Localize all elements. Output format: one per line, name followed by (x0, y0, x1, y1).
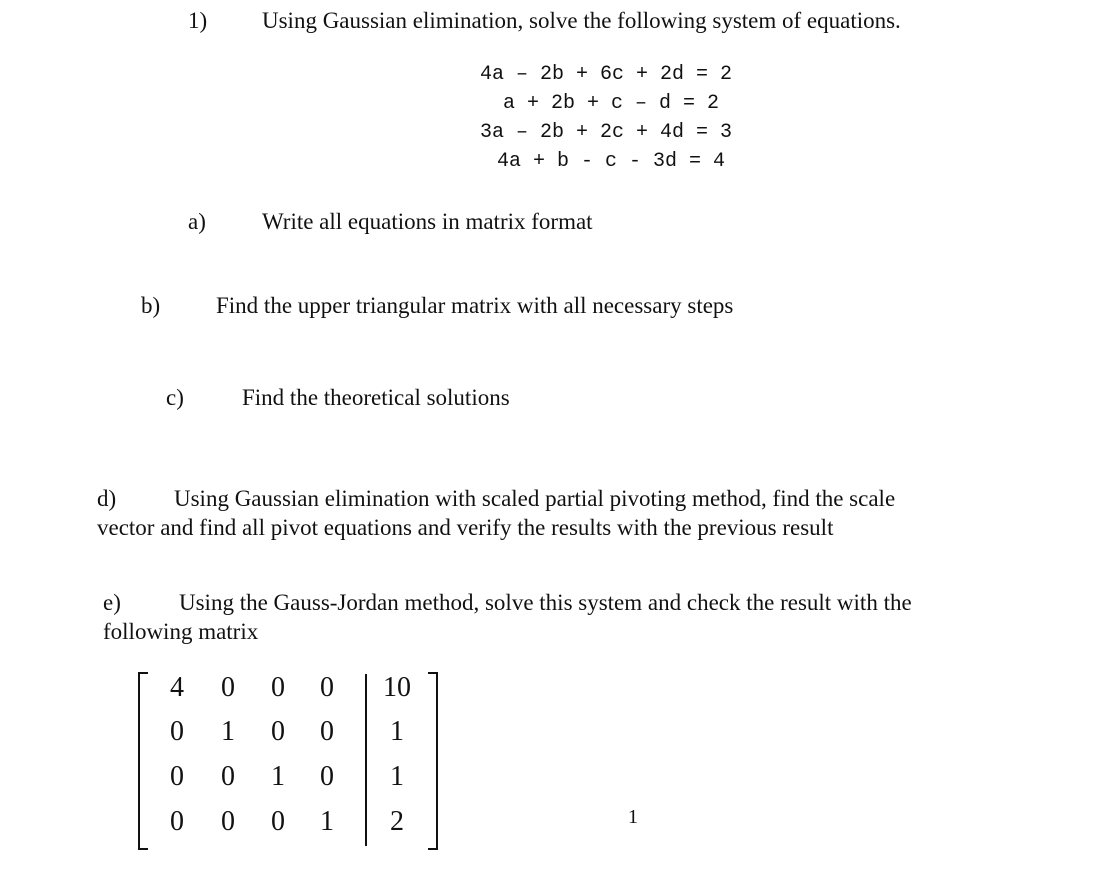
part-d-text-line1: Using Gaussian elimination with scaled partial pivoting method, find the scale (174, 486, 896, 511)
matrix-cell: 0 (320, 716, 334, 747)
part-e-label: e) (103, 590, 121, 615)
matrix-cell: 1 (390, 761, 404, 792)
matrix-left-bracket (138, 672, 148, 850)
equation-3: 3a – 2b + 2c + 4d = 3 (480, 121, 733, 144)
equation-4: 4a + b - c - 3d = 4 (497, 150, 726, 173)
matrix-cell: 1 (271, 761, 285, 792)
matrix-cell: 4 (170, 672, 184, 703)
matrix-cell: 10 (383, 672, 411, 703)
part-e-text-line1: Using the Gauss-Jordan method, solve this system and check the result with the (179, 590, 912, 615)
part-c-text: Find the theoretical solutions (242, 385, 510, 410)
matrix-cell: 0 (320, 761, 334, 792)
matrix-cell: 1 (390, 716, 404, 747)
matrix-cell: 0 (170, 716, 184, 747)
part-d-label: d) (97, 486, 117, 511)
matrix-cell: 0 (221, 806, 235, 837)
matrix-right-bracket (428, 672, 438, 850)
matrix-cell: 0 (271, 806, 285, 837)
equation-1: 4a – 2b + 6c + 2d = 2 (480, 63, 733, 86)
augmented-divider (365, 674, 367, 846)
question-number: 1) (188, 8, 208, 33)
equation-2: a + 2b + c – d = 2 (503, 92, 720, 115)
matrix-cell: 0 (221, 672, 235, 703)
matrix-cell: 0 (170, 761, 184, 792)
matrix-cell: 0 (271, 672, 285, 703)
matrix-cell: 1 (320, 806, 334, 837)
part-b-label: b) (141, 293, 161, 318)
part-a-text: Write all equations in matrix format (262, 209, 593, 234)
part-e-text-line2: following matrix (103, 619, 259, 644)
matrix-cell: 0 (221, 761, 235, 792)
matrix-cell: 0 (170, 806, 184, 837)
augmented-matrix (138, 668, 438, 850)
matrix-cell: 0 (320, 672, 334, 703)
part-d-text-line2: vector and find all pivot equations and verify the results with the previous result (97, 515, 834, 540)
matrix-cell: 1 (221, 716, 235, 747)
page-number: 1 (628, 806, 638, 828)
part-b-text: Find the upper triangular matrix with all necessary steps (216, 293, 734, 318)
part-a-label: a) (188, 209, 206, 234)
matrix-cell: 2 (390, 806, 404, 837)
part-c-label: c) (166, 385, 184, 410)
matrix-cell: 0 (271, 716, 285, 747)
question-text: Using Gaussian elimination, solve the following system of equations. (262, 8, 901, 33)
